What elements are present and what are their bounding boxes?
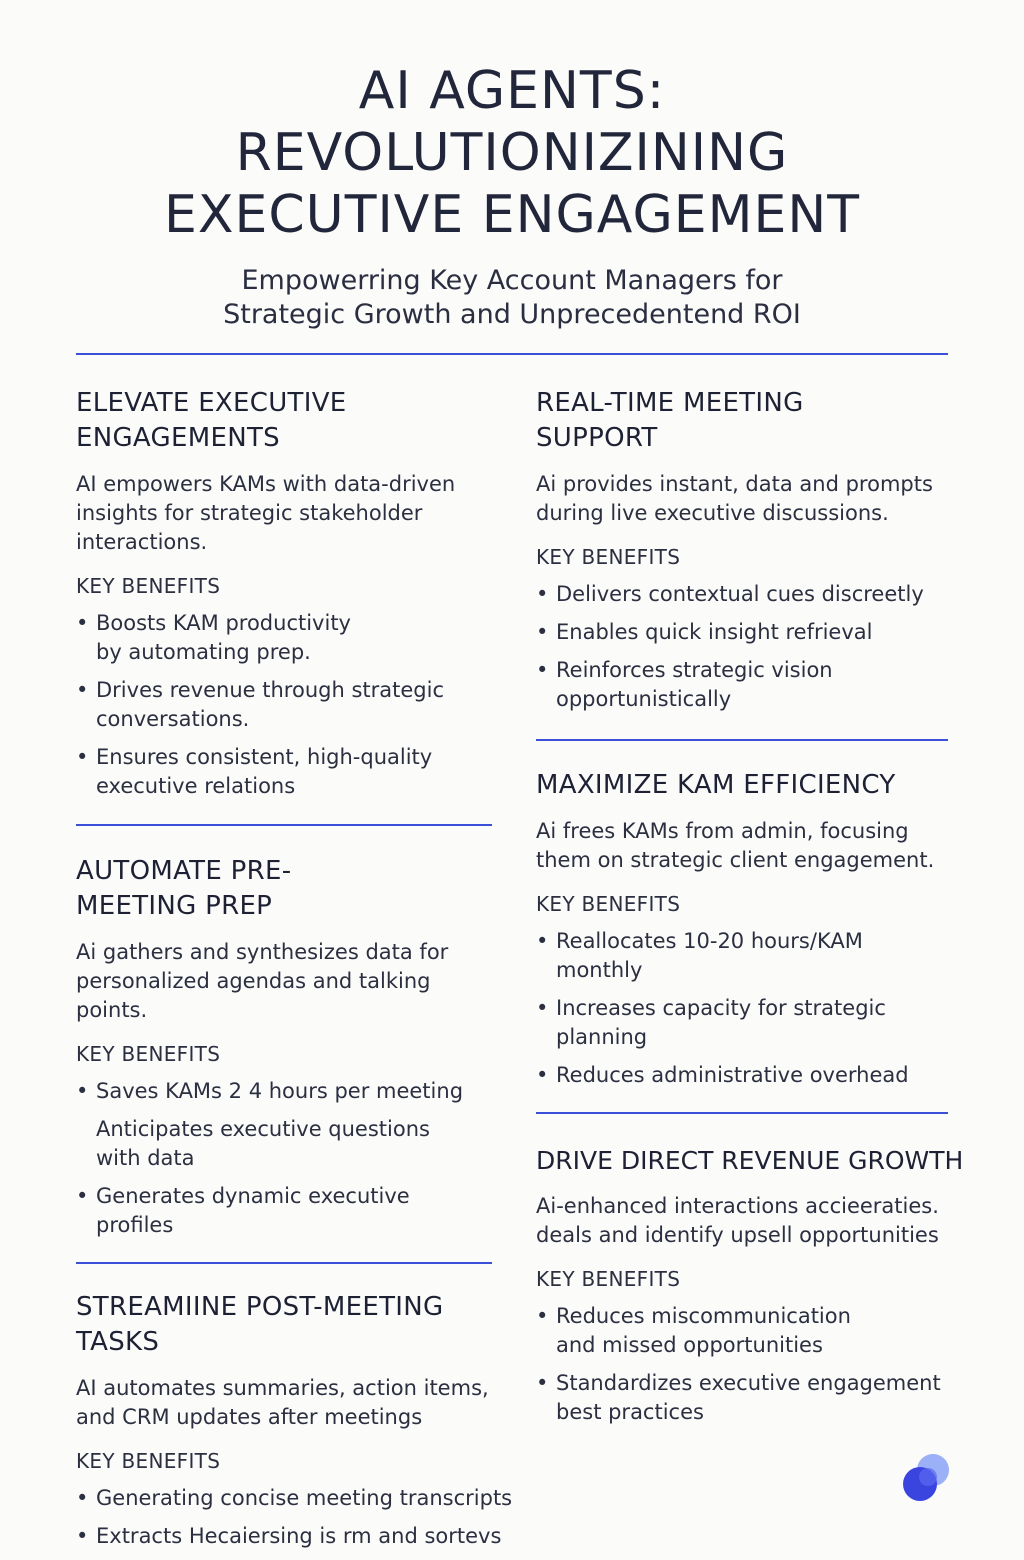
- bullet-icon: •: [536, 996, 549, 1020]
- benefits-list: [536, 1302, 1006, 1427]
- benefit-item: [536, 1302, 1006, 1360]
- page-subtitle: [0, 264, 1024, 332]
- section-description: [76, 938, 506, 1025]
- desc-line: personalized agendas and talking: [76, 969, 431, 993]
- desc-line: interactions.: [76, 530, 208, 554]
- key-benefits-label: KEY BENEFITS: [76, 574, 221, 598]
- benefit-line: Ensures consistent, high-quality: [96, 745, 433, 769]
- desc-line: AI empowers KAMs with data-driven: [76, 472, 456, 496]
- benefits-list: [536, 927, 976, 1090]
- bullet-icon: •: [76, 745, 89, 769]
- subtitle-line: Strategic Growth and Unprecedentend ROI: [223, 299, 801, 330]
- key-benefits-label: KEY BENEFITS: [76, 1042, 221, 1066]
- key-benefits-label: KEY BENEFITS: [76, 1449, 221, 1473]
- benefit-item: [76, 1115, 506, 1173]
- benefit-line: Standardizes executive engagement: [556, 1371, 941, 1395]
- benefit-line: Boosts KAM productivity: [96, 611, 351, 635]
- benefit-line: Anticipates executive questions: [96, 1117, 430, 1141]
- benefit-line: conversations.: [96, 707, 250, 731]
- benefit-item: [76, 609, 506, 667]
- bullet-icon: •: [76, 1079, 89, 1103]
- benefit-item: [76, 676, 506, 734]
- desc-line: Ai-enhanced interactions accieeraties.: [536, 1194, 939, 1218]
- section-title: [536, 386, 976, 456]
- desc-line: Ai gathers and synthesizes data for: [76, 940, 449, 964]
- key-benefits-label: KEY BENEFITS: [536, 892, 681, 916]
- section-real-time-meeting-support: [536, 386, 976, 723]
- benefit-line: planning: [556, 1025, 648, 1049]
- benefit-line: best practices: [556, 1400, 704, 1424]
- section-description: [536, 470, 976, 528]
- desc-line: Ai frees KAMs from admin, focusing: [536, 819, 909, 843]
- benefit-line: profiles: [96, 1213, 174, 1237]
- bullet-icon: •: [76, 1184, 89, 1208]
- section-title: [76, 386, 506, 456]
- benefit-line: Reinforces strategic vision: [556, 658, 833, 682]
- section-title-line: MEETING PREP: [76, 891, 273, 921]
- benefit-line: Reallocates 10-20 hours/KAM: [556, 929, 863, 953]
- benefit-line: Reduces miscommunication: [556, 1304, 851, 1328]
- section-title-line: MAXIMIZE KAM EFFICIENCY: [536, 770, 896, 800]
- section-title-line: TASKS: [76, 1327, 160, 1357]
- benefits-list: [76, 1077, 506, 1240]
- benefit-item: [536, 927, 976, 985]
- section-maximize-kam-efficiency: [536, 768, 976, 1099]
- title-line: EXECUTIVE ENGAGEMENT: [164, 185, 860, 245]
- benefit-line: monthly: [556, 958, 643, 982]
- benefit-line: Increases capacity for strategic: [556, 996, 886, 1020]
- subtitle-line: Empowerring Key Account Managers for: [241, 265, 783, 296]
- section-title-line: STREAMIINE POST-MEETING: [76, 1292, 444, 1322]
- benefit-line: Enables quick insight refrieval: [556, 620, 873, 644]
- benefit-item: [536, 1369, 1006, 1427]
- benefit-item: [536, 994, 976, 1052]
- section-divider: [76, 824, 492, 826]
- benefit-line: by automating prep.: [96, 640, 311, 664]
- bullet-icon: •: [536, 929, 549, 953]
- benefits-list: [76, 1484, 536, 1551]
- benefit-item: [76, 1077, 506, 1106]
- bullet-icon: •: [76, 678, 89, 702]
- section-title: [76, 854, 506, 924]
- section-description: [536, 1192, 1006, 1250]
- desc-line: points.: [76, 998, 148, 1022]
- section-title: [76, 1290, 536, 1360]
- section-divider: [76, 1262, 492, 1264]
- benefit-line: Extracts Hecaiersing is rm and sortevs: [96, 1524, 502, 1548]
- section-description: [536, 817, 976, 875]
- section-title: [536, 1143, 1006, 1178]
- desc-line: deals and identify upsell opportunities: [536, 1223, 939, 1247]
- benefit-line: Delivers contextual cues discreetly: [556, 582, 924, 606]
- benefit-line: executive relations: [96, 774, 296, 798]
- benefits-list: [76, 609, 506, 801]
- section-title-line: DRIVE DIRECT REVENUE GROWTH: [536, 1146, 964, 1175]
- section-divider: [536, 739, 948, 741]
- section-description: [76, 470, 506, 557]
- bullet-icon: •: [536, 620, 549, 644]
- desc-line: insights for strategic stakeholder: [76, 501, 423, 525]
- benefit-item: [536, 1061, 976, 1090]
- section-title-line: REAL-TIME MEETING: [536, 388, 804, 418]
- benefit-item: [76, 1522, 536, 1551]
- header-divider: [76, 353, 948, 355]
- benefit-line: Drives revenue through strategic: [96, 678, 444, 702]
- benefit-line: with data: [96, 1146, 195, 1170]
- overlapping-circles-logo-icon: [900, 1452, 954, 1504]
- benefit-line: Generates dynamic executive: [96, 1184, 410, 1208]
- section-elevate-executive-engagements: [76, 386, 506, 810]
- desc-line: Ai provides instant, data and prompts: [536, 472, 933, 496]
- benefit-line: Reduces administrative overhead: [556, 1063, 909, 1087]
- benefit-item: [536, 656, 976, 714]
- bullet-icon: •: [536, 1063, 549, 1087]
- key-benefits-label: KEY BENEFITS: [536, 1267, 681, 1291]
- logo-circle-overlap: [919, 1468, 937, 1486]
- page-header: [0, 60, 1024, 332]
- section-title-line: AUTOMATE PRE-: [76, 856, 292, 886]
- desc-line: during live executive discussions.: [536, 501, 889, 525]
- benefit-line: Generating concise meeting transcripts: [96, 1486, 513, 1510]
- bullet-icon: •: [536, 582, 549, 606]
- desc-line: and CRM updates after meetings: [76, 1405, 423, 1429]
- title-line: AI AGENTS:: [358, 61, 666, 121]
- benefit-item: [536, 618, 976, 647]
- section-divider: [536, 1112, 948, 1114]
- benefit-line: and missed opportunities: [556, 1333, 823, 1357]
- desc-line: AI automates summaries, action items,: [76, 1376, 489, 1400]
- benefit-item: [76, 743, 506, 801]
- title-line: REVOLUTIONIZINING: [235, 123, 789, 183]
- benefit-line: Saves KAMs 2 4 hours per meeting: [96, 1079, 464, 1103]
- benefit-item: [76, 1484, 536, 1513]
- bullet-icon: •: [536, 1304, 549, 1328]
- section-automate-pre-meeting-prep: [76, 854, 506, 1249]
- bullet-icon: •: [76, 1524, 89, 1548]
- section-title: [536, 768, 976, 803]
- section-streamline-post-meeting-tasks: [76, 1290, 536, 1560]
- section-drive-direct-revenue-growth: [536, 1143, 1006, 1436]
- key-benefits-label: KEY BENEFITS: [536, 545, 681, 569]
- benefit-item: [76, 1182, 506, 1240]
- section-title-line: SUPPORT: [536, 423, 658, 453]
- bullet-icon: •: [536, 1371, 549, 1395]
- bullet-icon: •: [76, 1486, 89, 1510]
- section-title-line: ENGAGEMENTS: [76, 423, 280, 453]
- benefit-item: [536, 580, 976, 609]
- desc-line: them on strategic client engagement.: [536, 848, 935, 872]
- bullet-icon: •: [536, 658, 549, 682]
- benefit-line: opportunistically: [556, 687, 732, 711]
- benefits-list: [536, 580, 976, 714]
- page-title: [0, 60, 1024, 246]
- bullet-icon: •: [76, 611, 89, 635]
- section-title-line: ELEVATE EXECUTIVE: [76, 388, 347, 418]
- section-description: [76, 1374, 536, 1432]
